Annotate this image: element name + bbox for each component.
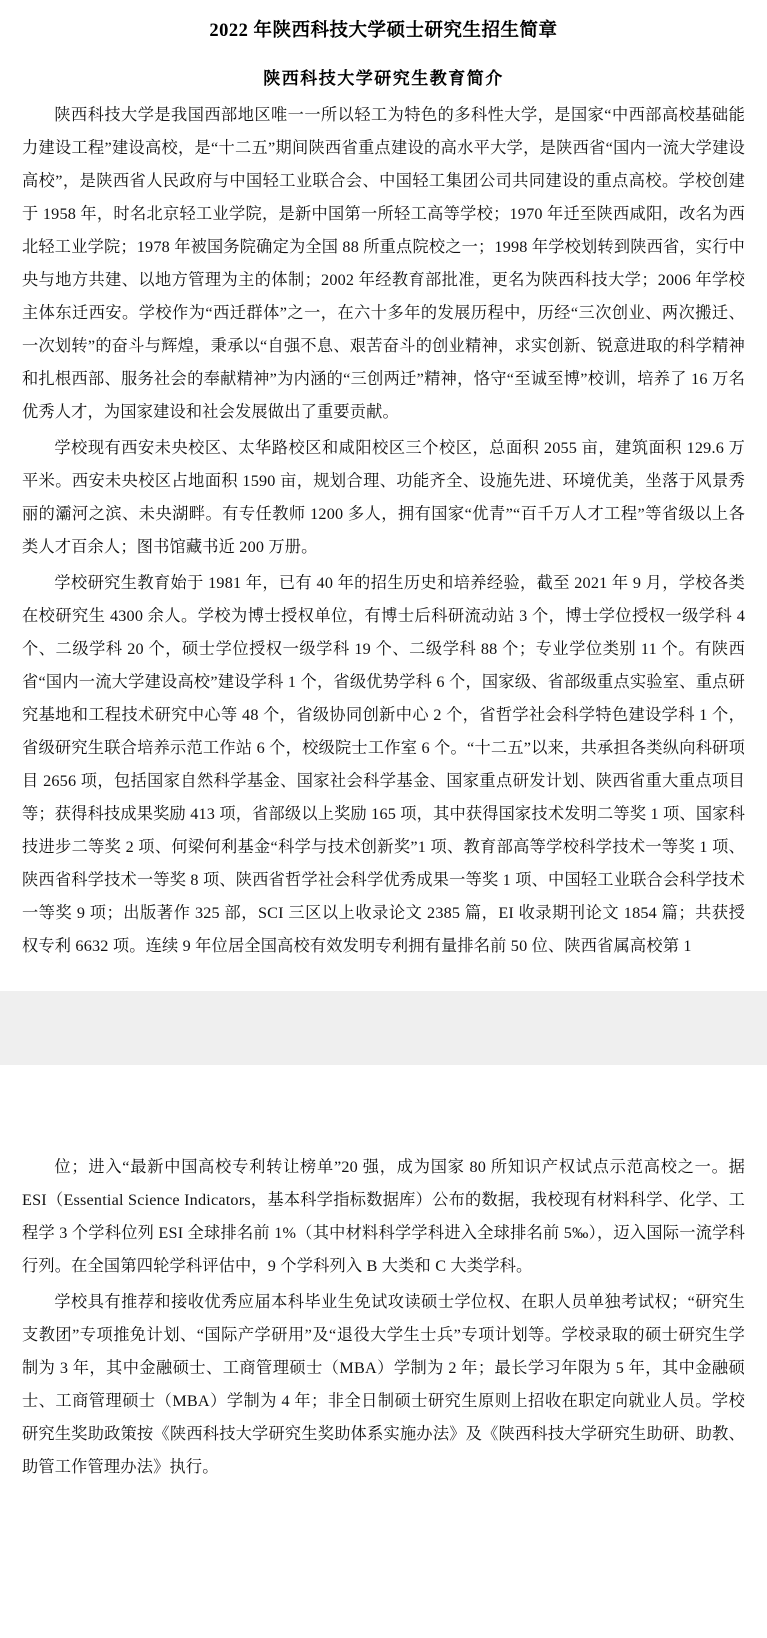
section-subtitle: 陕西科技大学研究生教育简介 — [263, 69, 504, 88]
paragraph: 学校具有推荐和接收优秀应届本科毕业生免试攻读硕士学位权、在职人员单独考试权；“研究生支教团”专项推免计划、“国际产学研用”及“退役大学生士兵”专项计划等。学校录取的硕士研究生学制为 3 年，其中金融硕士、工商管理硕士（MBA）学制为 2 年；最长学习年限为 5 年，其中金融硕士、工商管理硕士（MBA）学制为 4 年；非全日制硕士研究生原则上招收在职定向就业人员。学校研究生奖助政策按《陕西科技大学研究生奖助体系实施办法》及《陕西科技大学研究生助研、助教、助管工作管理办法》执行。 — [22, 1293, 745, 1476]
page-two-bottom-margin — [22, 1484, 745, 1512]
page-separator — [0, 991, 767, 1065]
page-one-bottom-margin — [22, 963, 745, 991]
page-two-top-margin — [22, 1065, 745, 1151]
paragraph: 位；进入“最新中国高校专利转让榜单”20 强，成为国家 80 所知识产权试点示范高校之一。据 ESI（Essential Science Indicators，基本科学指标数据库）公布的数据，我校现有材料科学、化学、工程学 3 个学科位列 ESI 全球排名前 1%（其中材料科学学科进入全球排名前 5‰），迈入国际一流学科行列。在全国第四轮学科评估中，9 个学科列入 B 大类和 C 大类学科。 — [22, 1158, 746, 1275]
paragraph: 学校研究生教育始于 1981 年，已有 40 年的招生历史和培养经验，截至 2021 年 9 月，学校各类在校研究生 4300 余人。学校为博士授权单位，有博士后科研流动站 3 个，博士学位授权一级学科 4 个、二级学科 20 个，硕士学位授权一级学科 19 个、二级学科 88 个；专业学位类别 11 个。有陕西省“国内一流大学建设高校”建设学科 1 个，省级优势学科 6 个，国家级、省部级重点实验室、重点研究基地和工程技术研究中心等 48 个，省级协同创新中心 2 个，省哲学社会科学特色建设学科 1 个，省级研究生联合培养示范工作站 6 个，校级院士工作室 6 个。“十二五”以来，共承担各类纵向科研项目 2656 项，包括国家自然科学基金、国家社会科学基金、国家重点研发计划、陕西省重大重点项目等；获得科技成果奖励 413 项，省部级以上奖励 165 项，其中获得国家技术发明二等奖 1 项、国家科技进步二等奖 2 项、何梁何利基金“科学与技术创新奖”1 项、教育部高等学校科学技术一等奖 1 项、陕西省科学技术一等奖 8 项、陕西省哲学社会科学优秀成果一等奖 1 项、中国轻工业联合会科学技术一等奖 9 项；出版著作 325 部，SCI 三区以上收录论文 2385 篇，EI 收录期刊论文 1854 篇；共获授权专利 6632 项。连续 9 年位居全国高校有效发明专利拥有量排名前 50 位、陕西省属高校第 1 — [22, 574, 745, 955]
paragraph: 陕西科技大学是我国西部地区唯一一所以轻工为特色的多科性大学，是国家“中西部高校基础能力建设工程”建设高校，是“十二五”期间陕西省重点建设的高水平大学，是陕西省“国内一流大学建设高校”，是陕西省人民政府与中国轻工业联合会、中国轻工集团公司共同建设的重点高校。学校创建于 1958 年，时名北京轻工业学院，是新中国第一所轻工高等学校；1970 年迁至陕西咸阳，改名为西北轻工业学院；1978 年被国务院确定为全国 88 所重点院校之一；1998 年学校划转到陕西省，实行中央与地方共建、以地方管理为主的体制；2002 年经教育部批准，更名为陕西科技大学；2006 年学校主体东迁西安。学校作为“西迁群体”之一，在六十多年的发展历程中，历经“三次创业、两次搬迁、一次划转”的奋斗与辉煌，秉承以“自强不息、艰苦奋斗的创业精神，求实创新、锐意进取的科学精神和扎根西部、服务社会的奉献精神”为内涵的“三创两迁”精神，恪守“至诚至博”校训，培养了 16 万名优秀人才，为国家建设和社会发展做出了重要贡献。 — [22, 106, 745, 421]
paragraph: 学校现有西安未央校区、太华路校区和咸阳校区三个校区，总面积 2055 亩，建筑面积 129.6 万平米。西安未央校区占地面积 1590 亩，规划合理、功能齐全、设施先进、环境优美，坐落于风景秀丽的灞河之滨、未央湖畔。有专任教师 1200 多人，拥有国家“优青”“百千万人才工程”等省级以上各类人才百余人；图书馆藏书近 200 万册。 — [22, 439, 745, 556]
page-title: 2022 年陕西科技大学硕士研究生招生简章 — [209, 21, 558, 41]
page-two — [0, 1065, 767, 1512]
